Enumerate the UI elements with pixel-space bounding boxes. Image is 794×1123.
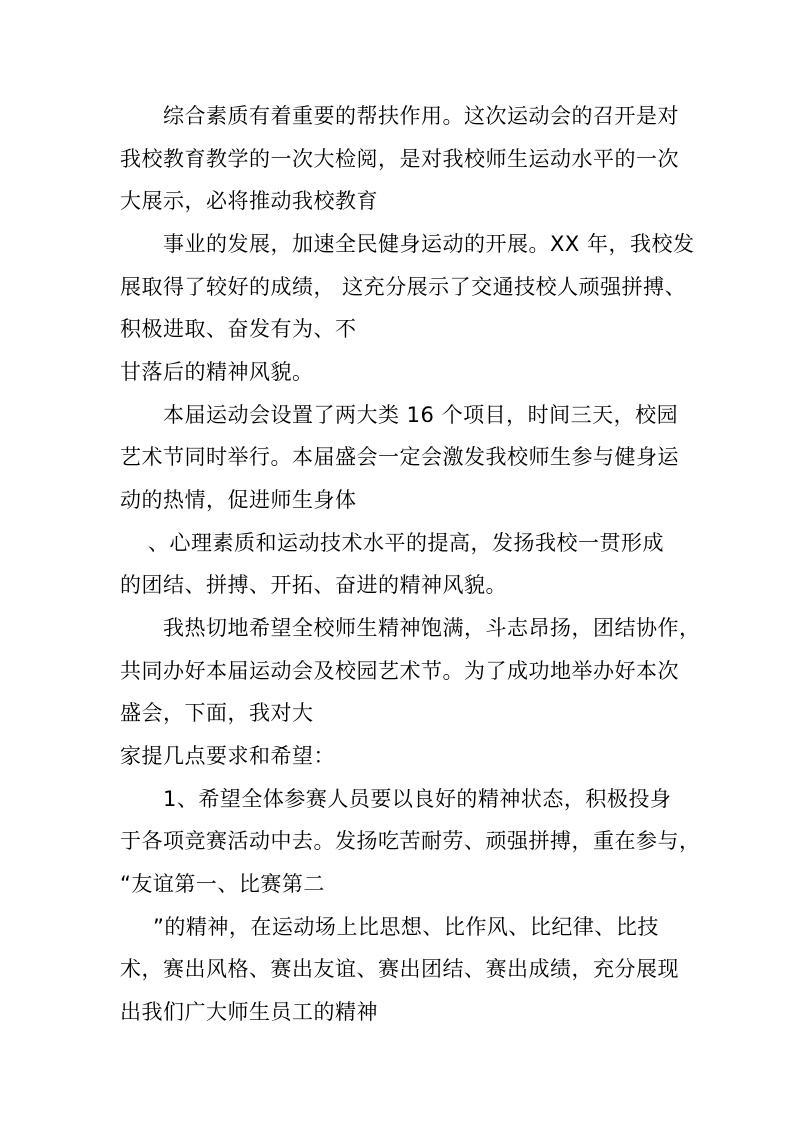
text-line: 术，赛出风格、赛出友谊、赛出团结、赛出成绩，充分展现 [120,957,679,981]
text-line: 大展示，必将推动我校教育 [120,189,378,213]
text-line: 动的热情，促进师生身体 [120,488,357,512]
text-line: 、心理素质和运动技术水平的提高，发扬我校一贯形成 [148,531,664,555]
text-line: 本届运动会设置了两大类 16 个项目，时间三天，校园 [163,403,679,427]
text-line: 展取得了较好的成绩， 这充分展示了交通技校人顽强拼搏、 [120,275,687,299]
text-line: 事业的发展，加速全民健身运动的开展。XX 年，我校发 [163,232,695,256]
text-line: 积极进取、奋发有为、不 [120,317,357,341]
text-line: 盛会，下面，我对大 [120,701,314,725]
text-line: 于各项竞赛活动中去。发扬吃苦耐劳、顽强拼搏，重在参与， [120,829,701,853]
text-line: 综合素质有着重要的帮扶作用。这次运动会的召开是对 [163,104,679,128]
text-line: 甘落后的精神风貌。 [120,360,314,384]
text-line: “友谊第一、比赛第二 [120,872,325,896]
text-line: 我热切地希望全校师生精神饱满，斗志昂扬，团结协作， [163,616,701,640]
text-line: 我校教育教学的一次大检阅，是对我校师生运动水平的一次 [120,147,679,171]
text-line: 的团结、拼搏、开拓、奋进的精神风貌。 [120,573,507,597]
text-line: 艺术节同时举行。本届盛会一定会激发我校师生参与健身运 [120,445,679,469]
text-line: 共同办好本届运动会及校园艺术节。为了成功地举办好本次 [120,659,679,683]
text-line: ”的精神，在运动场上比思想、比作风、比纪律、比技 [153,915,659,939]
text-line: 家提几点要求和希望： [120,744,335,768]
text-line: 1、希望全体参赛人员要以良好的精神状态，积极投身 [163,787,672,811]
text-line: 出我们广大师生员工的精神 [120,1000,378,1024]
